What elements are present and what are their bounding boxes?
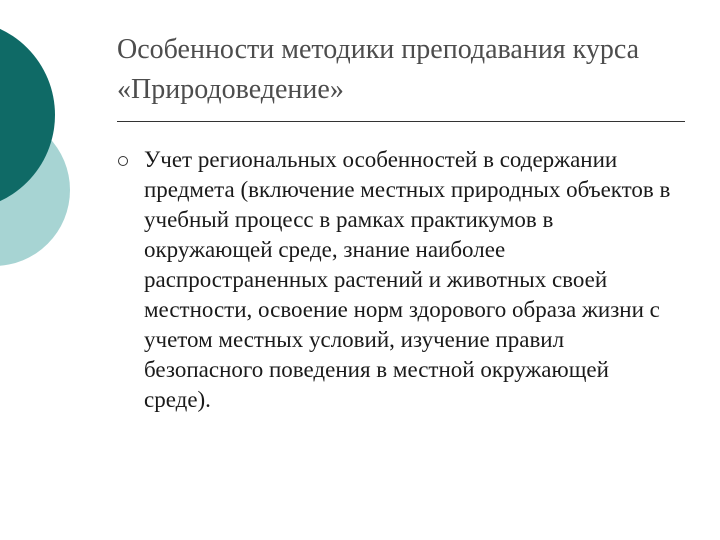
slide-title: Особенности методики преподавания курса «Природоведение» (117, 34, 640, 105)
hollow-circle-icon (118, 156, 128, 166)
bullet-item (117, 145, 677, 415)
bullet-list (117, 145, 677, 415)
bullet-text: Учет региональных особенностей в содержании предмета (включение местных природных объектов в учебный процесс в рамках практикумов в окружающей среде, знание наиболее распространенных растений и животных своей местности, освоение норм здорового образа жизни с учетом местных условий, изучение правил безопасного поведения в местной окружающей среде). (144, 147, 671, 412)
title-divider (117, 121, 685, 122)
decorative-circles (0, 0, 120, 300)
